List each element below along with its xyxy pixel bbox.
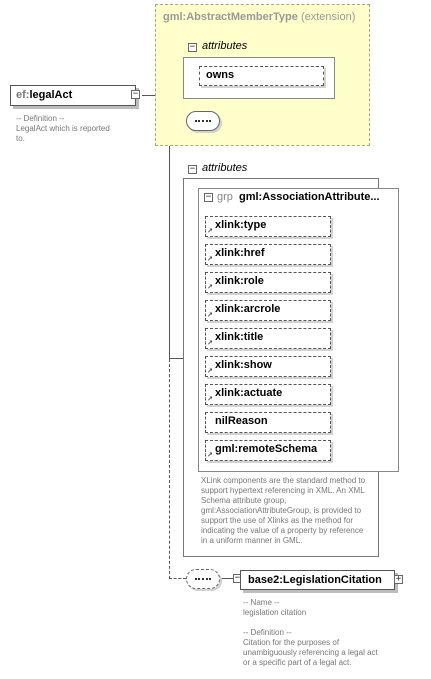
attribute-nil-reason[interactable]: [205, 412, 331, 433]
reference-arrow-icon: ↗: [207, 284, 213, 291]
expand-icon[interactable]: +: [395, 574, 402, 584]
attribute-xlink-role[interactable]: [205, 272, 331, 293]
attributes-doc-line: Schema attribute group,: [201, 496, 287, 505]
collapse-icon[interactable]: −: [189, 164, 196, 174]
reference-arrow-icon: ↗: [207, 312, 213, 319]
connector-to-attributes: [169, 358, 183, 359]
attributes-doc-line: XLink components are the standard method to: [201, 476, 366, 485]
attribute-gml-remote-schema[interactable]: [205, 440, 331, 461]
attribute-name: xlink:actuate: [215, 387, 283, 399]
attribute-xlink-href[interactable]: [205, 244, 331, 265]
sequence-icon: [186, 111, 220, 131]
attributes-doc-line: in a uniform manner in GML.: [201, 536, 303, 545]
attribute-group-title: [217, 191, 380, 203]
attributes-doc: [201, 476, 365, 546]
group-name: gml:AssociationAttribute...: [238, 191, 380, 203]
reference-arrow-icon: ↗: [207, 396, 213, 403]
reference-arrow-icon: ↗: [207, 256, 213, 263]
element-prefix: ef:: [16, 89, 30, 101]
attributes-doc-line: indicating the value of a property by reference: [201, 526, 364, 535]
attributes-doc-line: support the use of Xlinks as the method for: [201, 516, 354, 525]
attribute-xlink-title[interactable]: [205, 328, 331, 349]
element-name: legalAct: [29, 89, 73, 101]
extension-type-name: gml:AbstractMemberType: [163, 11, 298, 23]
attribute-xlink-actuate[interactable]: [205, 384, 331, 405]
element-doc-line: -- Definition --: [16, 114, 65, 123]
reference-arrow-icon: ↗: [207, 228, 213, 235]
extension-title: [163, 11, 355, 23]
child-doc-line: -- Definition --: [243, 628, 292, 637]
child-doc-line: [243, 618, 378, 628]
reference-arrow-icon: ↗: [207, 452, 213, 459]
element-doc-line: to.: [16, 134, 25, 143]
extension-suffix: (extension): [300, 11, 356, 23]
reference-arrow-icon: ↗: [207, 368, 213, 375]
element-legislation-citation-label: base2:LegislationCitation: [248, 574, 382, 586]
attribute-name: xlink:href: [215, 247, 265, 259]
attribute-xlink-type[interactable]: [205, 216, 331, 237]
attribute-xlink-show[interactable]: [205, 356, 331, 377]
connector-dashed-vertical: [169, 359, 170, 579]
element-legal-act-label: [16, 89, 72, 101]
child-doc: [243, 598, 378, 668]
attribute-name: xlink:arcrole: [215, 303, 281, 315]
attribute-name: xlink:show: [215, 359, 272, 371]
collapse-icon[interactable]: −: [189, 42, 196, 52]
child-doc-line: -- Name --: [243, 598, 280, 607]
child-doc-line: legislation citation: [243, 608, 307, 617]
element-doc: [16, 114, 110, 144]
child-doc-line: unambiguously referencing a legal act: [243, 648, 378, 657]
optional-sequence-icon: [186, 569, 220, 589]
attribute-name: xlink:title: [215, 331, 264, 343]
child-doc-line: Citation for the purposes of: [243, 638, 340, 647]
attribute-name: xlink:type: [215, 219, 267, 231]
extension-attributes-label: attributes: [202, 40, 248, 52]
attribute-owns[interactable]: owns: [199, 66, 324, 86]
attribute-name: gml:remoteSchema: [215, 443, 318, 455]
attributes-doc-line: gml:AssociationAttributeGroup, is provided to: [201, 506, 362, 515]
child-doc-line: or a specific part of a legal act.: [243, 658, 352, 667]
collapse-icon[interactable]: −: [205, 192, 212, 202]
group-kind-label: grp: [217, 191, 233, 203]
attribute-name: nilReason: [215, 415, 268, 427]
attribute-name: xlink:role: [215, 275, 264, 287]
collapse-icon[interactable]: −: [132, 89, 139, 99]
element-doc-line: LegalAct which is reported: [16, 124, 110, 133]
connector-dashed-horizontal: [169, 578, 186, 579]
attribute-xlink-arcrole[interactable]: [205, 300, 331, 321]
attributes-label: attributes: [202, 162, 248, 174]
attributes-doc-line: support hypertext referencing in XML. An XML: [201, 486, 365, 495]
collapse-icon[interactable]: −: [234, 573, 241, 583]
reference-arrow-icon: ↗: [207, 340, 213, 347]
